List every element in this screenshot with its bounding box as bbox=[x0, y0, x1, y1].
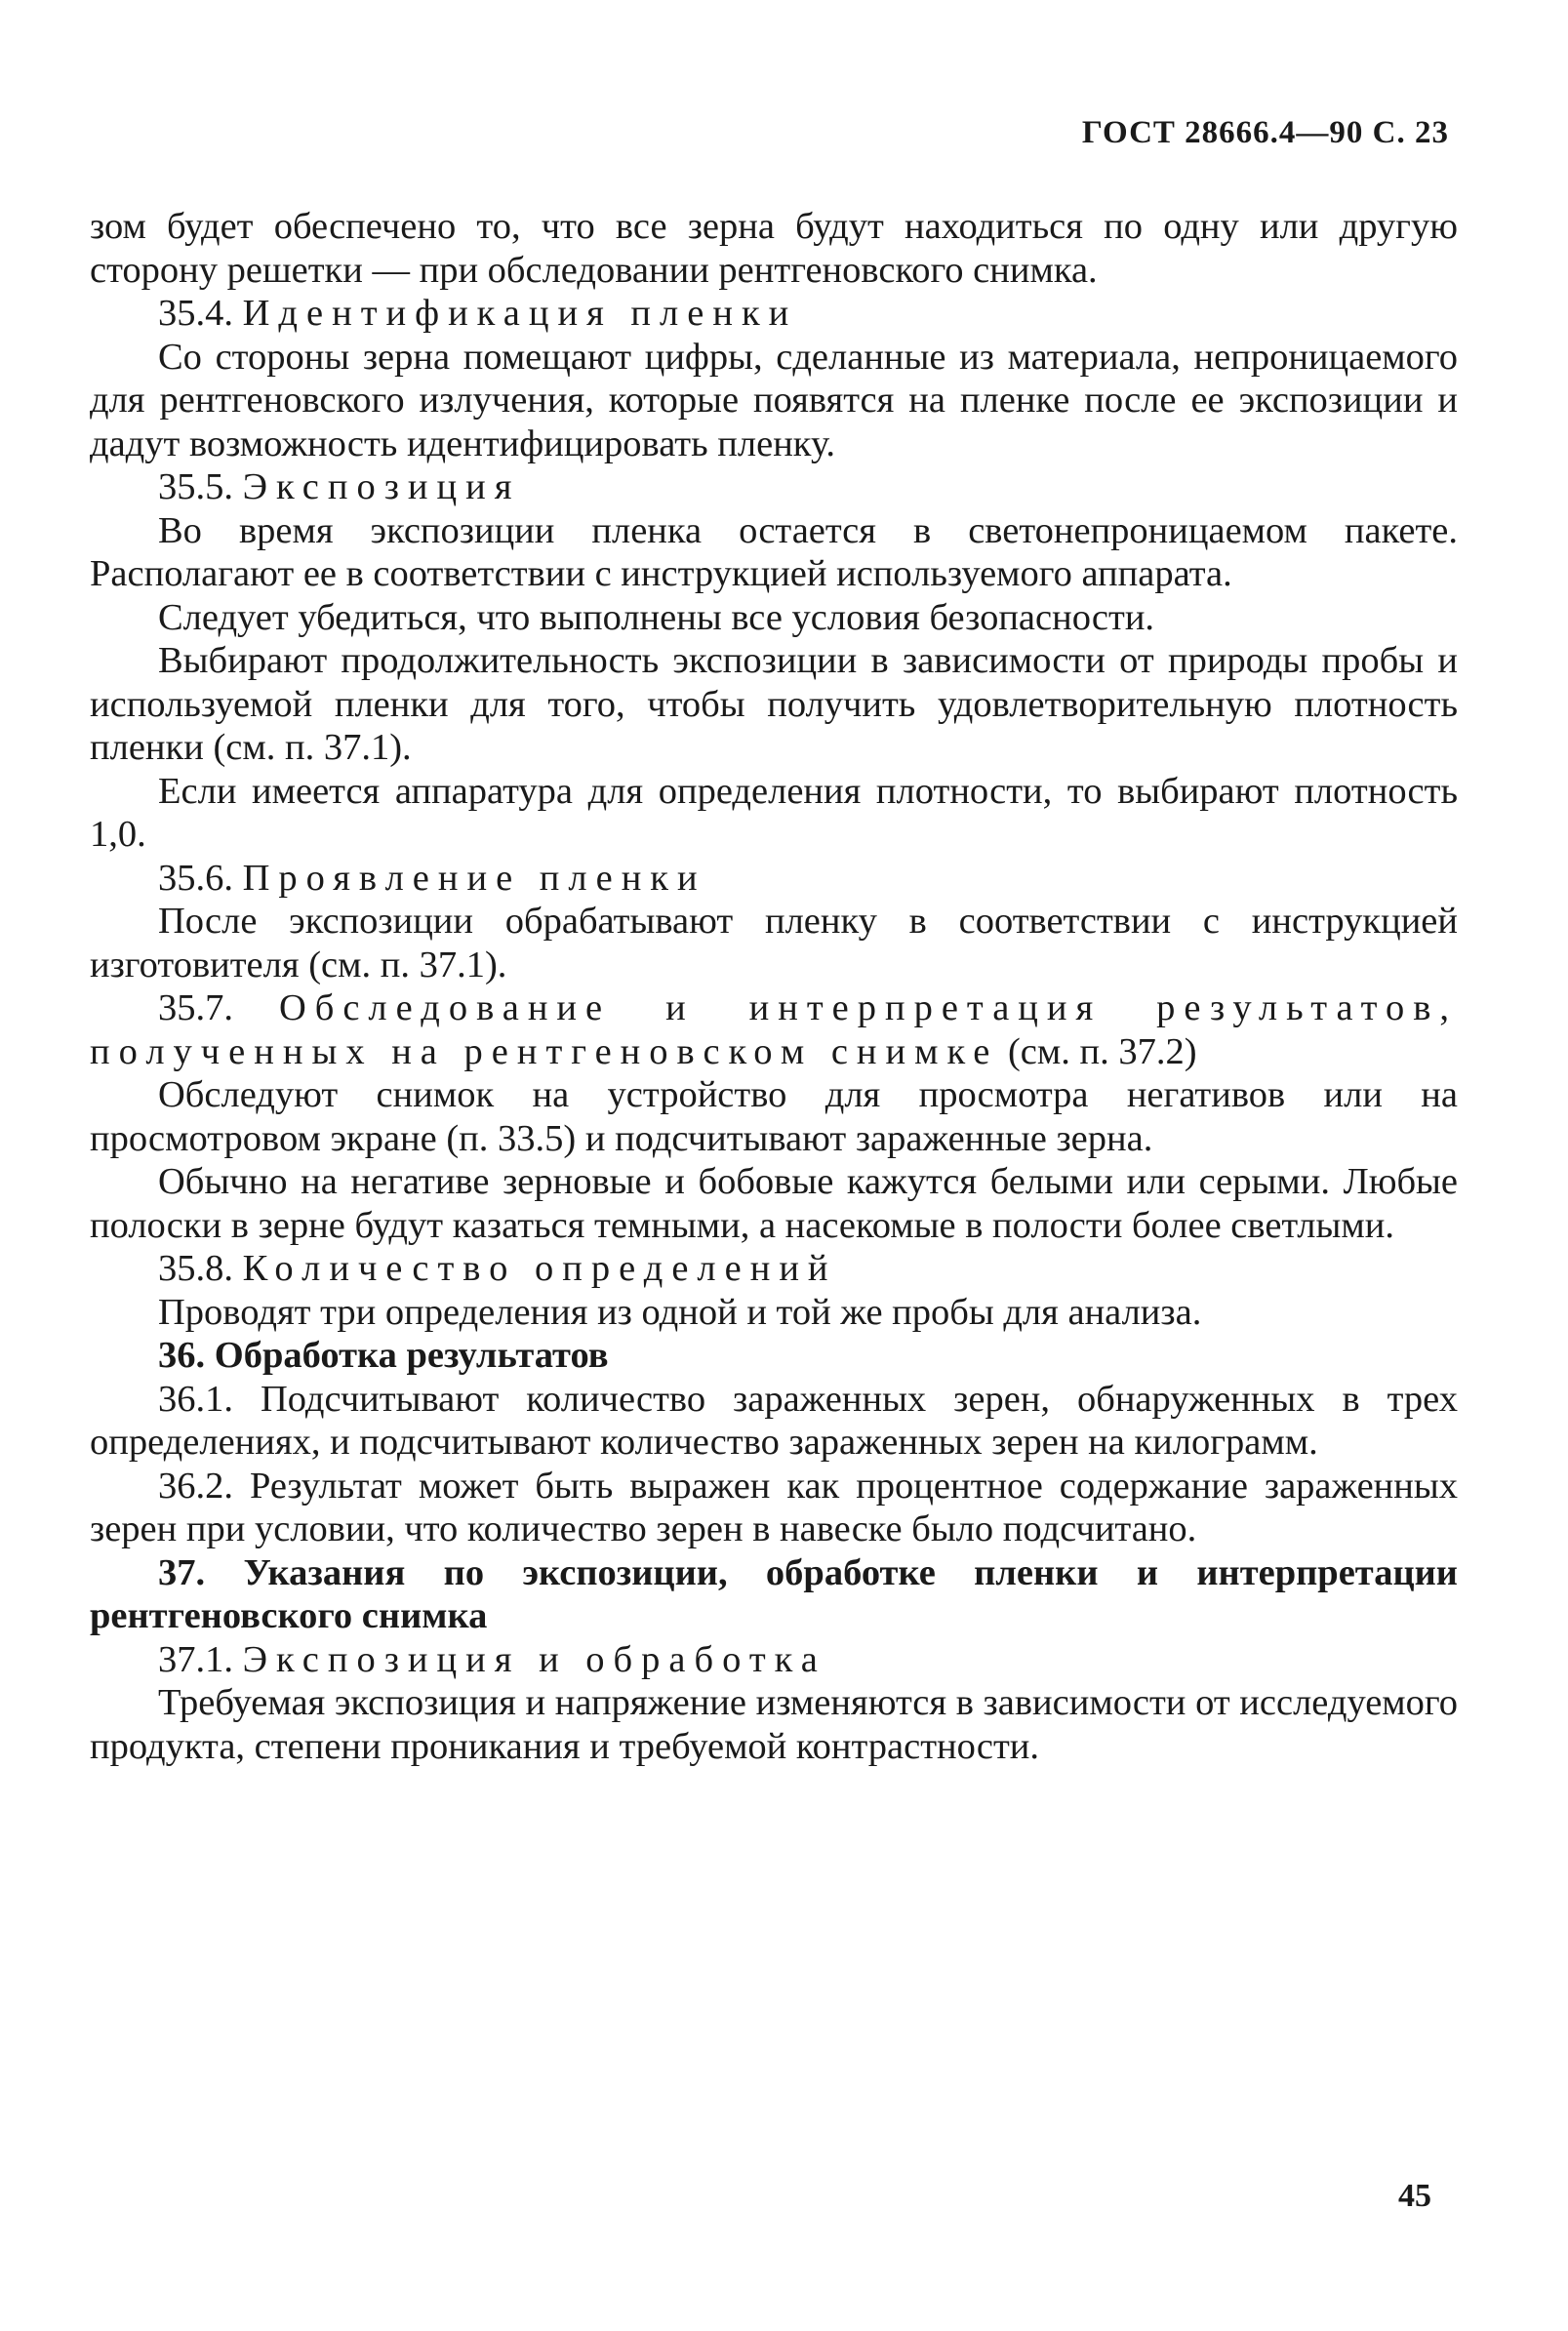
paragraph: Обычно на негативе зерновые и бобовые кажутся белыми или серыми. Любые полоски в зерне будут казаться темными, а насекомые в полости более светлыми. bbox=[90, 1161, 1458, 1246]
section-title: Идентификация пленки bbox=[242, 293, 798, 334]
section-title: Экспозиция bbox=[242, 466, 521, 507]
section-number: 35.7. bbox=[158, 987, 233, 1028]
paragraph-continuation: зом будет обеспечено то, что все зерна будут находиться по одну или другую сторону решетки — при обследовании рентгеновского снимка. bbox=[90, 206, 1458, 291]
section-title: Количество определений bbox=[242, 1248, 837, 1289]
paragraph: Следует убедиться, что выполнены все условия безопасности. bbox=[158, 596, 1155, 638]
paragraph: Требуемая экспозиция и напряжение изменяются в зависимости от исследуемого продукта, степени проникания и требуемой контрастности. bbox=[90, 1682, 1458, 1767]
section-title: Экспозиция и обработка bbox=[242, 1638, 826, 1680]
paragraph: Проводят три определения из одной и той же пробы для анализа. bbox=[158, 1291, 1202, 1333]
section-35-8-heading bbox=[90, 1247, 1458, 1291]
document-body bbox=[90, 205, 1458, 1768]
section-35-7-heading bbox=[90, 986, 1458, 1073]
section-number: 37.1. bbox=[158, 1638, 233, 1680]
paragraph: 36.2. Результат может быть выражен как процентное содержание зараженных зерен при условии, что количество зерен в навеске было подсчитано. bbox=[90, 1465, 1458, 1549]
section-number: 35.6. bbox=[158, 857, 233, 899]
section-reference: (см. п. 37.2) bbox=[1007, 1030, 1197, 1072]
section-35-4-heading bbox=[90, 292, 1458, 336]
paragraph: Со стороны зерна помещают цифры, сделанные из материала, непроницаемого для рентгеновского излучения, которые появятся на пленке после ее экспозиции и дадут возможность идентифицировать пленку. bbox=[90, 336, 1458, 464]
section-35-6-heading bbox=[90, 857, 1458, 901]
page-header: ГОСТ 28666.4—90 С. 23 bbox=[1081, 115, 1449, 150]
paragraph: Выбирают продолжительность экспозиции в зависимости от природы пробы и используемой пленки для того, чтобы получить удовлетворительную плотность пленки (см. п. 37.1). bbox=[90, 640, 1458, 768]
paragraph: После экспозиции обрабатывают пленку в соответствии с инструкцией изготовителя (см. п. 37.1). bbox=[90, 901, 1458, 985]
section-title: Проявление пленки bbox=[242, 857, 706, 899]
section-number: 35.8. bbox=[158, 1248, 233, 1289]
paragraph: 36.1. Подсчитывают количество зараженных зерен, обнаруженных в трех определениях, и подсчитывают количество зараженных зерен на килограмм. bbox=[90, 1378, 1458, 1463]
section-number: 35.5. bbox=[158, 466, 233, 507]
section-title: Обследование и интерпретация результатов, полученных на рентгеновском снимке bbox=[90, 987, 1458, 1072]
paragraph: Если имеется аппаратура для определения плотности, то выбирают плотность 1,0. bbox=[90, 770, 1458, 855]
paragraph: Во время экспозиции пленка остается в светонепроницаемом пакете. Располагают ее в соответствии с инструкцией используемого аппарата. bbox=[90, 509, 1458, 594]
section-35-5-heading bbox=[90, 465, 1458, 509]
page-number: 45 bbox=[1398, 2178, 1431, 2214]
section-number: 35.4. bbox=[158, 293, 233, 334]
paragraph: Обследуют снимок на устройство для просмотра негативов или на просмотровом экране (п. 33.5) и подсчитывают зараженные зерна. bbox=[90, 1074, 1458, 1159]
section-36-heading: 36. Обработка результатов bbox=[158, 1335, 609, 1376]
section-37-1-heading bbox=[90, 1638, 1458, 1682]
section-37-heading: 37. Указания по экспозиции, обработке пленки и интерпретации рентгеновского снимка bbox=[90, 1551, 1458, 1636]
